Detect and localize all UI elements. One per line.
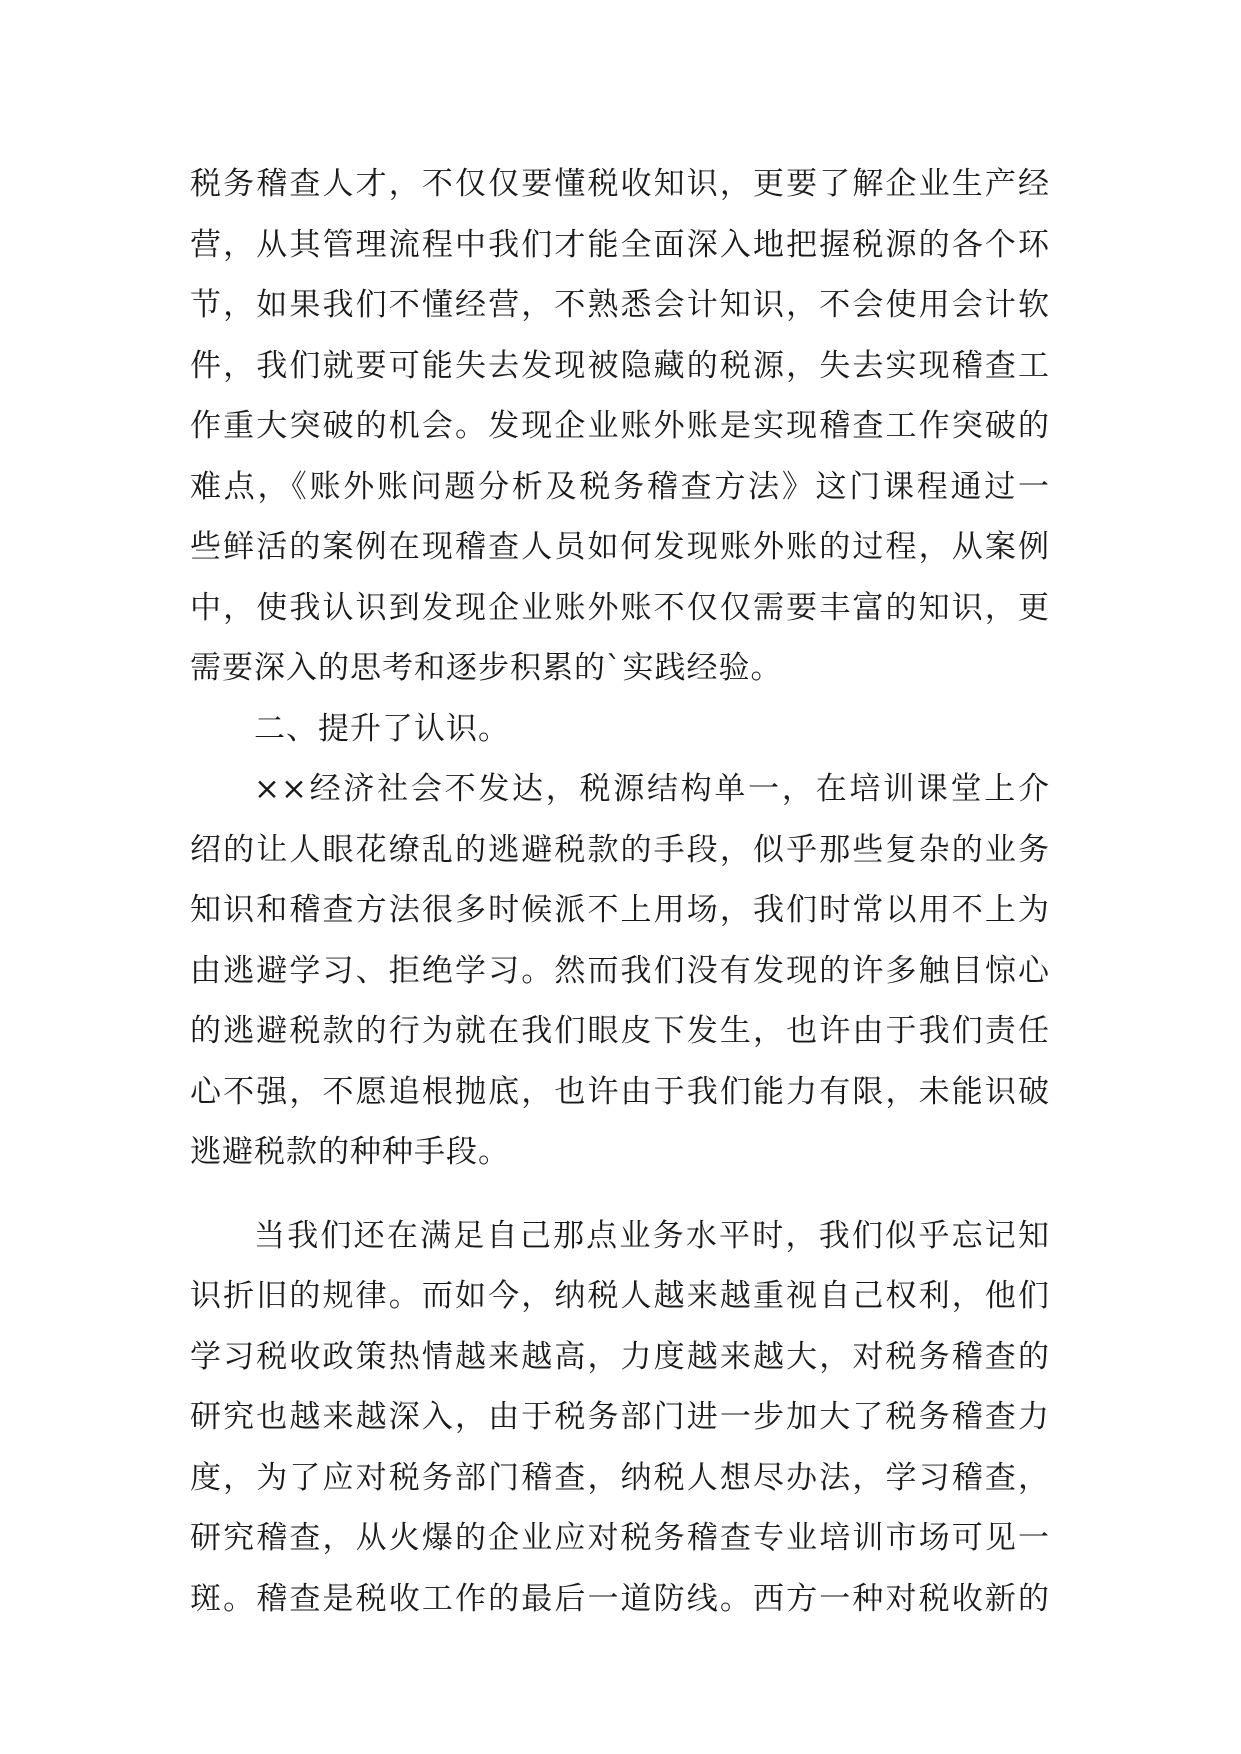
text-line: 作重大突破的机会。发现企业账外账是实现稽查工作突破的 xyxy=(190,408,1050,444)
text-line: 当我们还在满足自己那点业务水平时，我们似乎忘记知 xyxy=(254,1217,1050,1254)
text-line: 心不强，不愿追根抛底，也许由于我们能力有限，未能识破 xyxy=(190,1073,1050,1110)
text-line: 难点，《账外账问题分析及税务稽查方法》这门课程通过一 xyxy=(190,468,1050,505)
text-line: 知识和稽查方法很多时候派不上用场，我们时常以用不上为 xyxy=(190,892,1050,928)
text-line: 件，我们就要可能失去发现被隐藏的税源，失去实现稽查工 xyxy=(190,347,1050,384)
text-line: 研究也越来越深入，由于税务部门进一步加大了税务稽查力 xyxy=(190,1399,1050,1435)
paragraph-gap xyxy=(190,1183,1050,1206)
text-line: 斑。稽查是税收工作的最后一道防线。西方一种对税收新的 xyxy=(190,1580,1050,1617)
text-line: 的逃避税款的行为就在我们眼皮下发生，也许由于我们责任 xyxy=(190,1013,1050,1049)
text-line: 识折旧的规律。而如今，纳税人越来越重视自己权利，他们 xyxy=(190,1278,1050,1314)
document-body xyxy=(190,154,1050,1629)
text-line: 税务稽查人才，不仅仅要懂税收知识，更要了解企业生产经 xyxy=(190,166,1050,202)
text-line: 些鲜活的案例在现稽查人员如何发现账外账的过程，从案例 xyxy=(190,529,1050,565)
section-heading: 二、提升了认识。 xyxy=(254,710,510,747)
text-line: 由逃避学习、拒绝学习。然而我们没有发现的许多触目惊心 xyxy=(190,952,1050,989)
text-line: 研究稽查，从火爆的企业应对税务稽查专业培训市场可见一 xyxy=(190,1520,1050,1556)
text-line: 度，为了应对税务部门稽查，纳税人想尽办法，学习稽查， xyxy=(190,1459,1050,1496)
text-line: 节，如果我们不懂经营，不熟悉会计知识，不会使用会计软 xyxy=(190,287,1050,323)
text-line: 营，从其管理流程中我们才能全面深入地把握税源的各个环 xyxy=(190,226,1050,263)
text-line: ××经济社会不发达，税源结构单一，在培训课堂上介 xyxy=(254,771,1050,807)
text-line: 绍的让人眼花缭乱的逃避税款的手段，似乎那些复杂的业务 xyxy=(190,831,1050,868)
text-line: 中，使我认识到发现企业账外账不仅仅需要丰富的知识，更 xyxy=(190,589,1050,626)
text-line: 学习税收政策热情越来越高，力度越来越大，对税务稽查的 xyxy=(190,1338,1050,1375)
text-line: 需要深入的思考和逐步积累的`实践经验。 xyxy=(190,650,783,686)
text-line: 逃避税款的种种手段。 xyxy=(190,1134,510,1170)
